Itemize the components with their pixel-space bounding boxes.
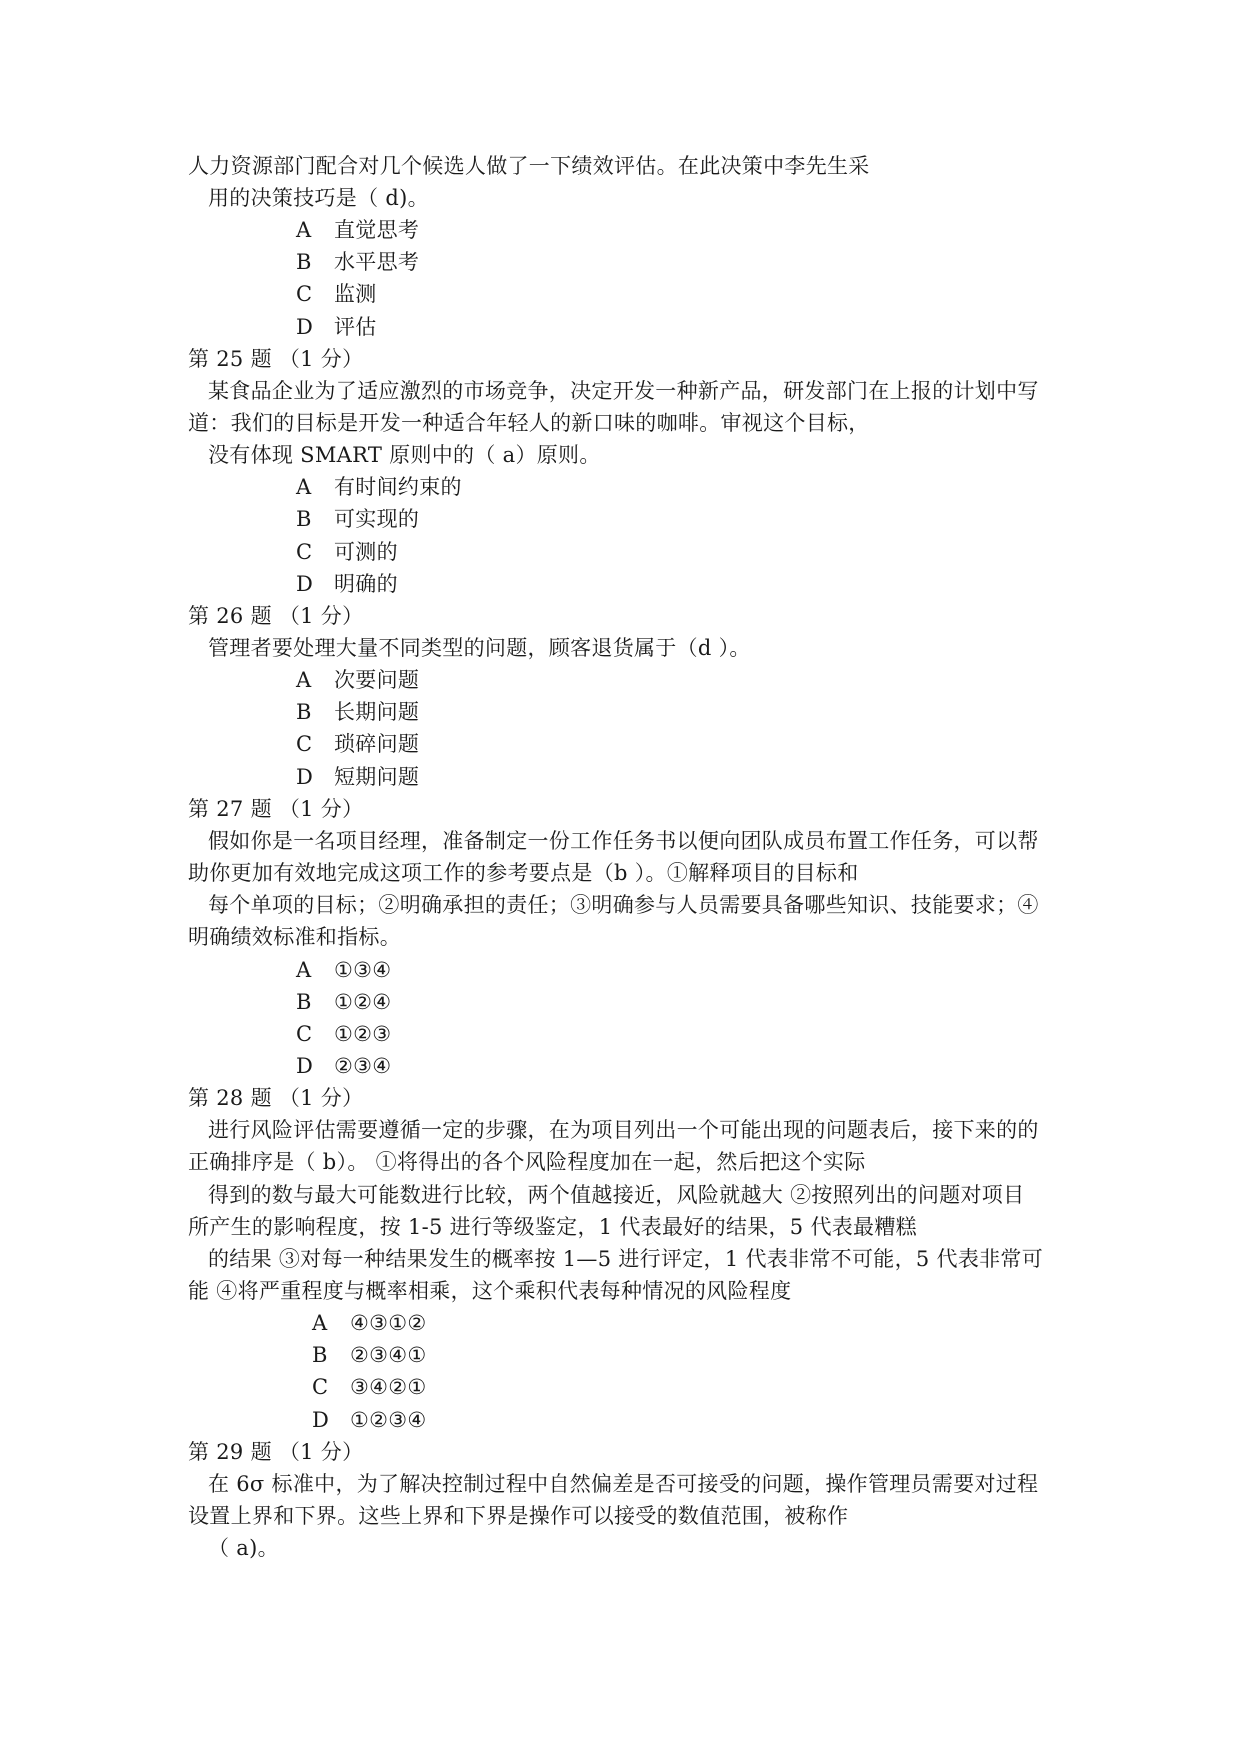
option-text: 监测: [334, 282, 377, 306]
text-line: 助你更加有效地完成这项工作的参考要点是（b ）。①解释项目的目标和: [188, 861, 859, 885]
answer-option: [296, 503, 1241, 535]
text-line: 用的决策技巧是（ d)。: [208, 186, 429, 210]
option-letter: B: [296, 700, 312, 724]
answer-option: [296, 471, 1241, 503]
option-text: 水平思考: [334, 250, 420, 274]
option-text: 明确的: [334, 572, 398, 596]
option-text: 可测的: [334, 540, 398, 564]
answer-option: [296, 986, 1241, 1018]
text-line: 管理者要处理大量不同类型的问题，顾客退货属于（d ）。: [208, 636, 751, 660]
text-line: 进行风险评估需要遵循一定的步骤，在为项目列出一个可能出现的问题表后，接下来的的: [208, 1118, 1039, 1142]
option-text: ②③④①: [350, 1343, 427, 1367]
option-letter: A: [296, 668, 312, 692]
text-line: 人力资源部门配合对几个候选人做了一下绩效评估。在此决策中李先生采: [188, 154, 870, 178]
answer-option: [296, 761, 1241, 793]
answer-option: [296, 1050, 1241, 1082]
answer-option: [296, 954, 1241, 986]
answer-option: [296, 536, 1241, 568]
text-line: 的结果 ③对每一种结果发生的概率按 1—5 进行评定，1 代表非常不可能，5 代表非常可: [208, 1247, 1044, 1271]
answer-option: [296, 214, 1241, 246]
option-letter: D: [296, 765, 314, 789]
text-line: 能 ④将严重程度与概率相乘，这个乘积代表每种情况的风险程度: [188, 1279, 792, 1303]
option-text: 直觉思考: [334, 218, 420, 242]
option-letter: C: [312, 1375, 329, 1399]
text-line: 在 6σ 标准中，为了解决控制过程中自然偏差是否可接受的问题，操作管理员需要对过程: [208, 1472, 1039, 1496]
answer-option: [296, 246, 1241, 278]
text-line: 明确绩效标准和指标。: [188, 925, 401, 949]
option-letter: A: [296, 958, 312, 982]
answer-option: [312, 1339, 1241, 1371]
text-line: 没有体现 SMART 原则中的（ a）原则。: [208, 443, 601, 467]
option-letter: A: [296, 218, 312, 242]
answer-option: [296, 278, 1241, 310]
option-text: ①②③: [334, 1022, 392, 1046]
option-text: 可实现的: [334, 507, 420, 531]
option-letter: C: [296, 282, 313, 306]
answer-option: [312, 1307, 1241, 1339]
option-text: ④③①②: [350, 1311, 427, 1335]
answer-option: [296, 311, 1241, 343]
text-line: 设置上界和下界。这些上界和下界是操作可以接受的数值范围，被称作: [188, 1504, 849, 1528]
option-text: 琐碎问题: [334, 732, 420, 756]
option-letter: D: [296, 572, 314, 596]
option-text: ③④②①: [350, 1375, 427, 1399]
option-letter: D: [296, 315, 314, 339]
option-letter: A: [296, 475, 312, 499]
question-heading: 第 27 题 （1 分）: [188, 797, 364, 821]
text-line: 每个单项的目标；②明确承担的责任；③明确参与人员需要具备哪些知识、技能要求；④: [208, 893, 1039, 917]
answer-option: [312, 1404, 1241, 1436]
answer-option: [312, 1371, 1241, 1403]
answer-option: [296, 568, 1241, 600]
text-line: 正确排序是（ b）。 ①将得出的各个风险程度加在一起，然后把这个实际: [188, 1150, 866, 1174]
question-heading: 第 28 题 （1 分）: [188, 1086, 364, 1110]
text-line: 道：我们的目标是开发一种适合年轻人的新口味的咖啡。审视这个目标，: [188, 411, 870, 435]
option-letter: A: [312, 1311, 328, 1335]
answer-option: [296, 1018, 1241, 1050]
question-heading: 第 26 题 （1 分）: [188, 604, 364, 628]
option-text: 有时间约束的: [334, 475, 462, 499]
option-letter: C: [296, 1022, 313, 1046]
option-letter: C: [296, 732, 313, 756]
option-letter: C: [296, 540, 313, 564]
text-line: 假如你是一名项目经理，准备制定一份工作任务书以便向团队成员布置工作任务，可以帮: [208, 829, 1039, 853]
option-letter: B: [312, 1343, 328, 1367]
text-line: 所产生的影响程度，按 1-5 进行等级鉴定，1 代表最好的结果，5 代表最糟糕: [188, 1215, 917, 1239]
answer-option: [296, 728, 1241, 760]
text-line: （ a)。: [208, 1536, 279, 1560]
option-text: 次要问题: [334, 668, 420, 692]
question-heading: 第 25 题 （1 分）: [188, 347, 364, 371]
option-text: ①③④: [334, 958, 392, 982]
answer-option: [296, 696, 1241, 728]
option-letter: B: [296, 990, 312, 1014]
text-line: 某食品企业为了适应激烈的市场竞争，决定开发一种新产品，研发部门在上报的计划中写: [208, 379, 1039, 403]
answer-option: [296, 664, 1241, 696]
option-text: 长期问题: [334, 700, 420, 724]
option-text: ①②④: [334, 990, 392, 1014]
question-heading: 第 29 题 （1 分）: [188, 1440, 364, 1464]
option-text: ②③④: [334, 1054, 392, 1078]
text-line: 得到的数与最大可能数进行比较，两个值越接近，风险就越大 ②按照列出的问题对项目: [208, 1183, 1025, 1207]
option-letter: D: [296, 1054, 314, 1078]
option-letter: B: [296, 250, 312, 274]
option-text: ①②③④: [350, 1408, 427, 1432]
option-letter: B: [296, 507, 312, 531]
option-letter: D: [312, 1408, 330, 1432]
option-text: 短期问题: [334, 765, 420, 789]
option-text: 评估: [334, 315, 377, 339]
